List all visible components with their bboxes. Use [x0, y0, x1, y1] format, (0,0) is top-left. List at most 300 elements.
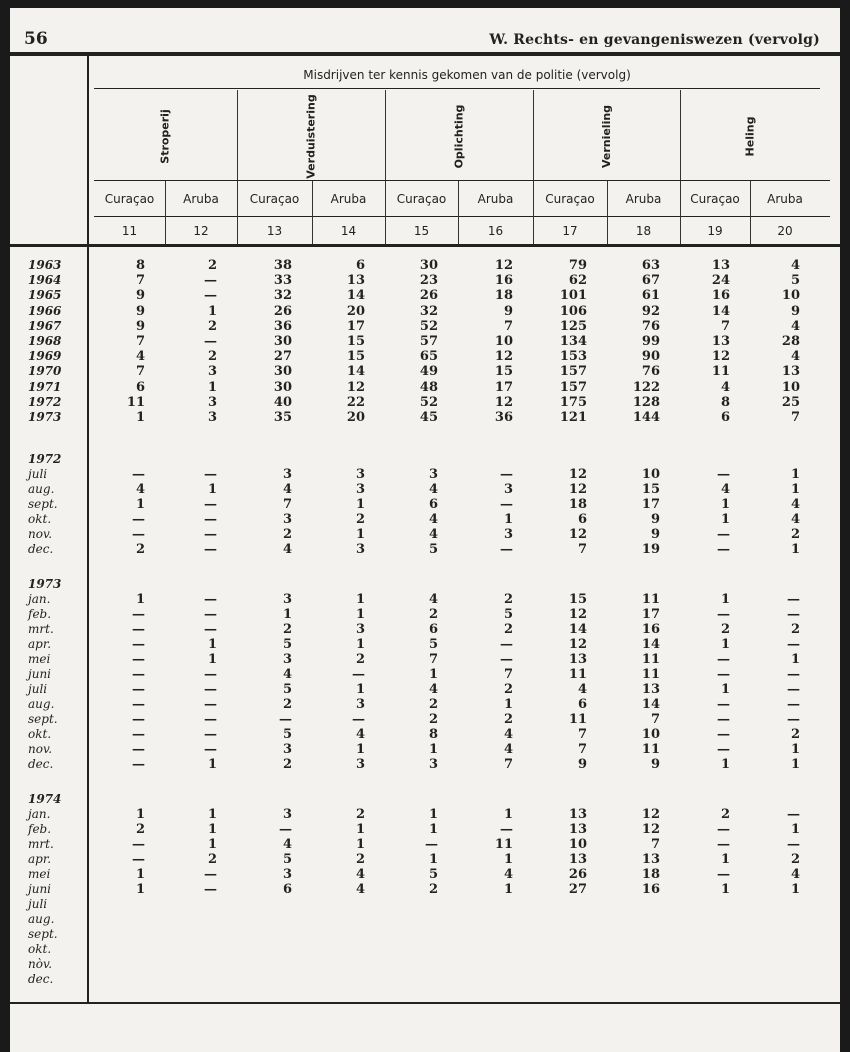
table-cell: — — [717, 652, 730, 667]
region-header: Aruba — [477, 192, 514, 206]
column-divider — [533, 181, 534, 244]
table-cell: 9 — [135, 318, 145, 334]
table-cell: — — [204, 497, 217, 512]
table-cell: 101 — [559, 288, 587, 304]
table-cell: 3 — [282, 742, 292, 757]
table-cell: 1 — [790, 652, 800, 667]
table-cell: — — [717, 867, 730, 882]
table-cell: 1 — [428, 667, 438, 682]
table-cell: — — [425, 837, 438, 852]
table-cell: — — [132, 607, 145, 622]
table-cell: 2 — [720, 622, 730, 637]
table-cell: 4 — [282, 482, 292, 497]
row-label: apr. — [28, 852, 52, 866]
table-cell: 5 — [503, 607, 513, 622]
table-cell: — — [204, 867, 217, 882]
table-cell: 30 — [273, 364, 292, 380]
row-label: sept. — [28, 497, 58, 511]
table-cell: 9 — [650, 512, 660, 527]
table-cell: 27 — [568, 882, 587, 897]
table-cell: 16 — [494, 273, 513, 289]
table-cell: 7 — [650, 712, 660, 727]
table-cell: 4 — [720, 379, 730, 395]
table-cell: 12 — [494, 258, 513, 273]
table-cell: 13 — [641, 682, 660, 697]
table-cell: 16 — [641, 882, 660, 897]
table-cell: — — [717, 527, 730, 542]
table-cell: 1 — [503, 512, 513, 527]
table-cell: — — [132, 622, 145, 637]
document-page — [10, 8, 840, 1052]
row-label: mrt. — [28, 837, 54, 851]
region-header: Curaçao — [249, 192, 300, 206]
table-cell: 14 — [346, 288, 365, 304]
table-cell: — — [204, 592, 217, 607]
table-cell: 3 — [355, 757, 365, 772]
table-cell: 28 — [781, 334, 800, 349]
table-cell: 1 — [790, 542, 800, 557]
table-cell: 7 — [720, 318, 730, 334]
table-cell: — — [132, 727, 145, 742]
column-number: 11 — [121, 224, 138, 238]
table-cell: — — [132, 682, 145, 697]
table-cell: — — [204, 467, 217, 482]
table-cell: 7 — [577, 727, 587, 742]
table-cell: — — [787, 697, 800, 712]
table-cell: 157 — [559, 379, 587, 395]
region-rule — [94, 216, 830, 217]
row-label: jan. — [28, 807, 51, 821]
table-cell: 13 — [568, 652, 587, 667]
table-cell: 3 — [282, 592, 292, 607]
table-cell: 1 — [355, 497, 365, 512]
table-cell: 1 — [720, 497, 730, 512]
table-cell: 6 — [135, 379, 145, 395]
table-cell: 18 — [494, 288, 513, 304]
table-cell: 2 — [428, 697, 438, 712]
table-cell: 1 — [428, 822, 438, 837]
table-cell: 13 — [346, 273, 365, 289]
row-label: nòv. — [28, 957, 53, 971]
table-cell: 1 — [790, 882, 800, 897]
table-cell: 144 — [632, 410, 660, 425]
table-cell: 1 — [207, 837, 217, 852]
table-cell: 2 — [207, 258, 217, 273]
table-cell: 3 — [207, 394, 217, 410]
table-cell: 3 — [428, 467, 438, 482]
table-cell: 13 — [568, 852, 587, 867]
table-cell: 6 — [428, 622, 438, 637]
column-divider — [237, 181, 238, 244]
page-number: 56 — [24, 29, 48, 49]
column-divider — [165, 181, 166, 244]
table-cell: 12 — [494, 394, 513, 410]
row-label: 1972 — [28, 394, 62, 409]
row-label: dec. — [28, 757, 54, 771]
group-divider — [385, 90, 386, 180]
table-cell: 36 — [494, 410, 513, 425]
table-cell: 14 — [711, 303, 730, 319]
table-cell: 6 — [355, 258, 365, 273]
table-cell: 2 — [503, 622, 513, 637]
column-number: 14 — [340, 224, 357, 238]
row-label: 1968 — [28, 334, 62, 348]
row-label: aug. — [28, 482, 55, 496]
region-header: Curaçao — [396, 192, 447, 206]
table-cell: — — [204, 273, 217, 289]
region-header: Curaçao — [545, 192, 595, 206]
table-cell: — — [717, 742, 730, 757]
table-cell: 2 — [282, 697, 292, 712]
table-cell: 7 — [503, 318, 513, 334]
table-cell: 2 — [355, 512, 365, 527]
table-cell: 1 — [790, 742, 800, 757]
table-cell: 4 — [428, 682, 438, 697]
table-cell: — — [500, 497, 513, 512]
table-cell: 1 — [503, 807, 513, 822]
table-cell: 16 — [711, 288, 730, 304]
table-cell: — — [717, 712, 730, 727]
running-head: W. Rechts- en gevangeniswezen (vervolg) — [489, 32, 820, 48]
group-divider — [680, 90, 681, 180]
table-cell: 1 — [355, 527, 365, 542]
table-cell: 1 — [355, 607, 365, 622]
region-header: Curaçao — [104, 192, 155, 206]
table-cell: 13 — [568, 807, 587, 822]
table-cell: 5 — [282, 852, 292, 867]
region-header: Aruba — [330, 192, 367, 206]
table-cell: 20 — [346, 410, 365, 425]
region-header: Aruba — [625, 192, 662, 206]
table-cell: — — [204, 334, 217, 349]
table-cell: 7 — [577, 742, 587, 757]
table-cell: 3 — [355, 467, 365, 482]
column-number: 20 — [777, 224, 793, 238]
table-cell: 9 — [650, 527, 660, 542]
group-label: Vernieling — [599, 104, 613, 168]
table-cell: 52 — [419, 394, 438, 410]
table-cell: 12 — [641, 822, 660, 837]
table-cell: 1 — [503, 697, 513, 712]
table-cell: — — [204, 527, 217, 542]
table-cell: — — [132, 852, 145, 867]
table-cell: 10 — [781, 288, 800, 304]
table-cell: — — [787, 807, 800, 822]
table-cell: 2 — [207, 349, 217, 365]
table-cell: 2 — [282, 622, 292, 637]
table-cell: 1 — [790, 757, 800, 772]
table-cell: 3 — [355, 542, 365, 557]
table-cell: 3 — [355, 622, 365, 637]
table-cell: 26 — [568, 867, 587, 882]
table-cell: — — [787, 592, 800, 607]
table-cell: 40 — [273, 394, 292, 410]
table-cell: 14 — [641, 637, 660, 652]
row-label: mei — [28, 867, 51, 881]
table-cell: 14 — [568, 622, 587, 637]
table-cell: 9 — [135, 303, 145, 319]
table-cell: 9 — [650, 757, 660, 772]
row-label: okt. — [28, 942, 52, 956]
table-cell: 76 — [641, 364, 660, 380]
table-cell: 1 — [790, 467, 800, 482]
table-cell: 2 — [428, 882, 438, 897]
table-cell: 26 — [273, 303, 292, 319]
table-cell: 2 — [790, 622, 800, 637]
table-cell: 76 — [641, 318, 660, 334]
table-cell: 9 — [503, 303, 513, 319]
table-cell: 3 — [282, 867, 292, 882]
table-cell: 3 — [355, 697, 365, 712]
row-label: apr. — [28, 637, 52, 651]
table-cell: 2 — [355, 807, 365, 822]
table-cell: 1 — [135, 410, 145, 425]
table-cell: 57 — [419, 334, 438, 349]
column-number: 16 — [487, 224, 504, 238]
column-number: 17 — [562, 224, 578, 238]
table-cell: 3 — [282, 467, 292, 482]
table-cell: 18 — [568, 497, 587, 512]
bottom-rule — [10, 1002, 840, 1004]
table-cell: — — [204, 742, 217, 757]
column-divider — [680, 181, 681, 244]
table-cell: — — [204, 607, 217, 622]
table-cell: 2 — [790, 727, 800, 742]
table-cell: 10 — [641, 467, 660, 482]
table-cell: 92 — [641, 303, 660, 319]
row-label: 1970 — [28, 364, 62, 379]
table-cell: — — [787, 637, 800, 652]
table-cell: 1 — [135, 592, 145, 607]
table-cell: 13 — [781, 364, 800, 380]
table-cell: 4 — [355, 882, 365, 897]
row-label: 1964 — [28, 273, 62, 288]
table-cell: — — [132, 742, 145, 757]
table-cell: 15 — [494, 364, 513, 380]
table-cell: 1 — [135, 497, 145, 512]
table-cell: 1 — [790, 482, 800, 497]
table-cell: 2 — [135, 822, 145, 837]
table-cell: 18 — [641, 867, 660, 882]
table-cell: 2 — [503, 682, 513, 697]
table-cell: — — [717, 467, 730, 482]
table-cell: 11 — [568, 712, 587, 727]
table-cell: — — [132, 527, 145, 542]
table-cell: 2 — [282, 527, 292, 542]
section-year: 1972 — [28, 452, 62, 466]
table-cell: 12 — [641, 807, 660, 822]
table-cell: 2 — [207, 852, 217, 867]
table-cell: — — [204, 712, 217, 727]
header-bottom-rule — [10, 244, 840, 247]
table-cell: 4 — [355, 867, 365, 882]
table-cell: 24 — [711, 273, 730, 289]
table-cell: — — [717, 697, 730, 712]
table-cell: — — [787, 607, 800, 622]
table-cell: 8 — [135, 258, 145, 273]
column-number: 19 — [707, 224, 723, 238]
table-cell: — — [500, 542, 513, 557]
table-cell: 45 — [419, 410, 438, 425]
table-cell: 2 — [207, 318, 217, 334]
table-cell: 15 — [346, 334, 365, 349]
table-cell: — — [132, 667, 145, 682]
table-cell: 2 — [428, 712, 438, 727]
table-cell: 11 — [568, 667, 587, 682]
row-label: sept. — [28, 927, 58, 941]
table-cell: 134 — [559, 334, 587, 349]
table-cell: 4 — [282, 667, 292, 682]
table-cell: — — [204, 622, 217, 637]
table-cell: 1 — [720, 852, 730, 867]
column-divider — [312, 181, 313, 244]
row-label: 1967 — [28, 318, 62, 333]
table-cell: 6 — [428, 497, 438, 512]
table-cell: — — [132, 467, 145, 482]
table-cell: — — [500, 652, 513, 667]
table-cell: 11 — [641, 592, 660, 607]
table-cell: 121 — [559, 410, 587, 425]
table-cell: 2 — [720, 807, 730, 822]
table-cell: 5 — [428, 542, 438, 557]
table-cell: 4 — [503, 727, 513, 742]
table-cell: 1 — [355, 822, 365, 837]
table-cell: 4 — [135, 349, 145, 365]
table-cell: — — [717, 607, 730, 622]
table-cell: 2 — [428, 607, 438, 622]
table-cell: 32 — [419, 303, 438, 319]
table-cell: 36 — [273, 318, 292, 334]
table-cell: — — [500, 637, 513, 652]
table-cell: 15 — [568, 592, 587, 607]
table-cell: 12 — [494, 349, 513, 365]
table-cell: 1 — [720, 882, 730, 897]
table-cell: — — [352, 712, 365, 727]
table-cell: 61 — [641, 288, 660, 304]
table-cell: 3 — [428, 757, 438, 772]
table-cell: 11 — [711, 364, 730, 380]
table-cell: — — [132, 512, 145, 527]
table-cell: — — [352, 667, 365, 682]
table-cell: 4 — [135, 482, 145, 497]
table-cell: — — [500, 467, 513, 482]
table-cell: 11 — [641, 652, 660, 667]
table-cell: — — [132, 697, 145, 712]
table-cell: — — [204, 882, 217, 897]
table-cell: 6 — [577, 512, 587, 527]
table-cell: 63 — [641, 258, 660, 273]
table-cell: 17 — [494, 379, 513, 395]
table-cell: 65 — [419, 349, 438, 365]
table-cell: 48 — [419, 379, 438, 395]
table-cell: 4 — [355, 727, 365, 742]
table-cell: 27 — [273, 349, 292, 365]
table-cell: 7 — [790, 410, 800, 425]
row-label: sept. — [28, 712, 58, 726]
table-cell: 10 — [781, 379, 800, 395]
table-cell: 30 — [273, 334, 292, 349]
row-label: mrt. — [28, 622, 54, 636]
row-label: okt. — [28, 727, 52, 741]
table-cell: 3 — [282, 512, 292, 527]
table-cell: 3 — [207, 364, 217, 380]
table-cell: — — [717, 837, 730, 852]
table-cell: 2 — [355, 652, 365, 667]
table-cell: 2 — [790, 527, 800, 542]
region-header: Curaçao — [690, 192, 740, 206]
top-rule — [10, 52, 840, 56]
row-label: 1963 — [28, 258, 62, 272]
table-cell: 4 — [428, 512, 438, 527]
row-label: juli — [28, 467, 48, 481]
table-cell: 5 — [428, 637, 438, 652]
row-label: jan. — [28, 592, 51, 606]
table-cell: 1 — [720, 637, 730, 652]
row-label: 1966 — [28, 303, 62, 318]
table-cell: 1 — [207, 482, 217, 497]
table-cell: 1 — [207, 637, 217, 652]
column-divider — [607, 181, 608, 244]
table-cell: 17 — [641, 497, 660, 512]
table-cell: 1 — [135, 807, 145, 822]
table-cell: 25 — [781, 394, 800, 410]
table-cell: 11 — [494, 837, 513, 852]
table-cell: 1 — [135, 867, 145, 882]
group-label: Oplichting — [452, 104, 466, 168]
table-cell: 30 — [419, 258, 438, 273]
table-cell: 1 — [207, 652, 217, 667]
table-cell: — — [787, 667, 800, 682]
table-cell: 1 — [503, 882, 513, 897]
row-label: dec. — [28, 542, 54, 556]
table-cell: 9 — [577, 757, 587, 772]
table-cell: 1 — [720, 592, 730, 607]
table-cell: 9 — [790, 303, 800, 319]
section-year: 1973 — [28, 577, 62, 591]
table-cell: 13 — [711, 334, 730, 349]
table-cell: 125 — [559, 318, 587, 334]
table-cell: 15 — [346, 349, 365, 365]
table-cell: 1 — [720, 512, 730, 527]
table-cell: 1 — [503, 852, 513, 867]
table-cell: 106 — [559, 303, 587, 319]
table-cell: 23 — [419, 273, 438, 289]
table-cell: — — [787, 712, 800, 727]
table-cell: 17 — [346, 318, 365, 334]
table-cell: 16 — [641, 622, 660, 637]
table-cell: — — [204, 727, 217, 742]
table-cell: 3 — [282, 652, 292, 667]
table-cell: 13 — [641, 852, 660, 867]
table-cell: 15 — [641, 482, 660, 497]
table-cell: — — [132, 712, 145, 727]
table-cell: 2 — [503, 592, 513, 607]
table-cell: 1 — [207, 303, 217, 319]
table-cell: 2 — [282, 757, 292, 772]
table-cell: 1 — [207, 822, 217, 837]
table-cell: — — [132, 837, 145, 852]
table-cell: 30 — [273, 379, 292, 395]
table-cell: 4 — [282, 837, 292, 852]
table-cell: 7 — [650, 837, 660, 852]
table-cell: 11 — [126, 394, 145, 410]
table-cell: 1 — [207, 807, 217, 822]
table-cell: 52 — [419, 318, 438, 334]
row-label: feb. — [28, 822, 52, 836]
table-cell: 14 — [346, 364, 365, 380]
table-cell: 5 — [282, 727, 292, 742]
group-header — [237, 92, 385, 180]
